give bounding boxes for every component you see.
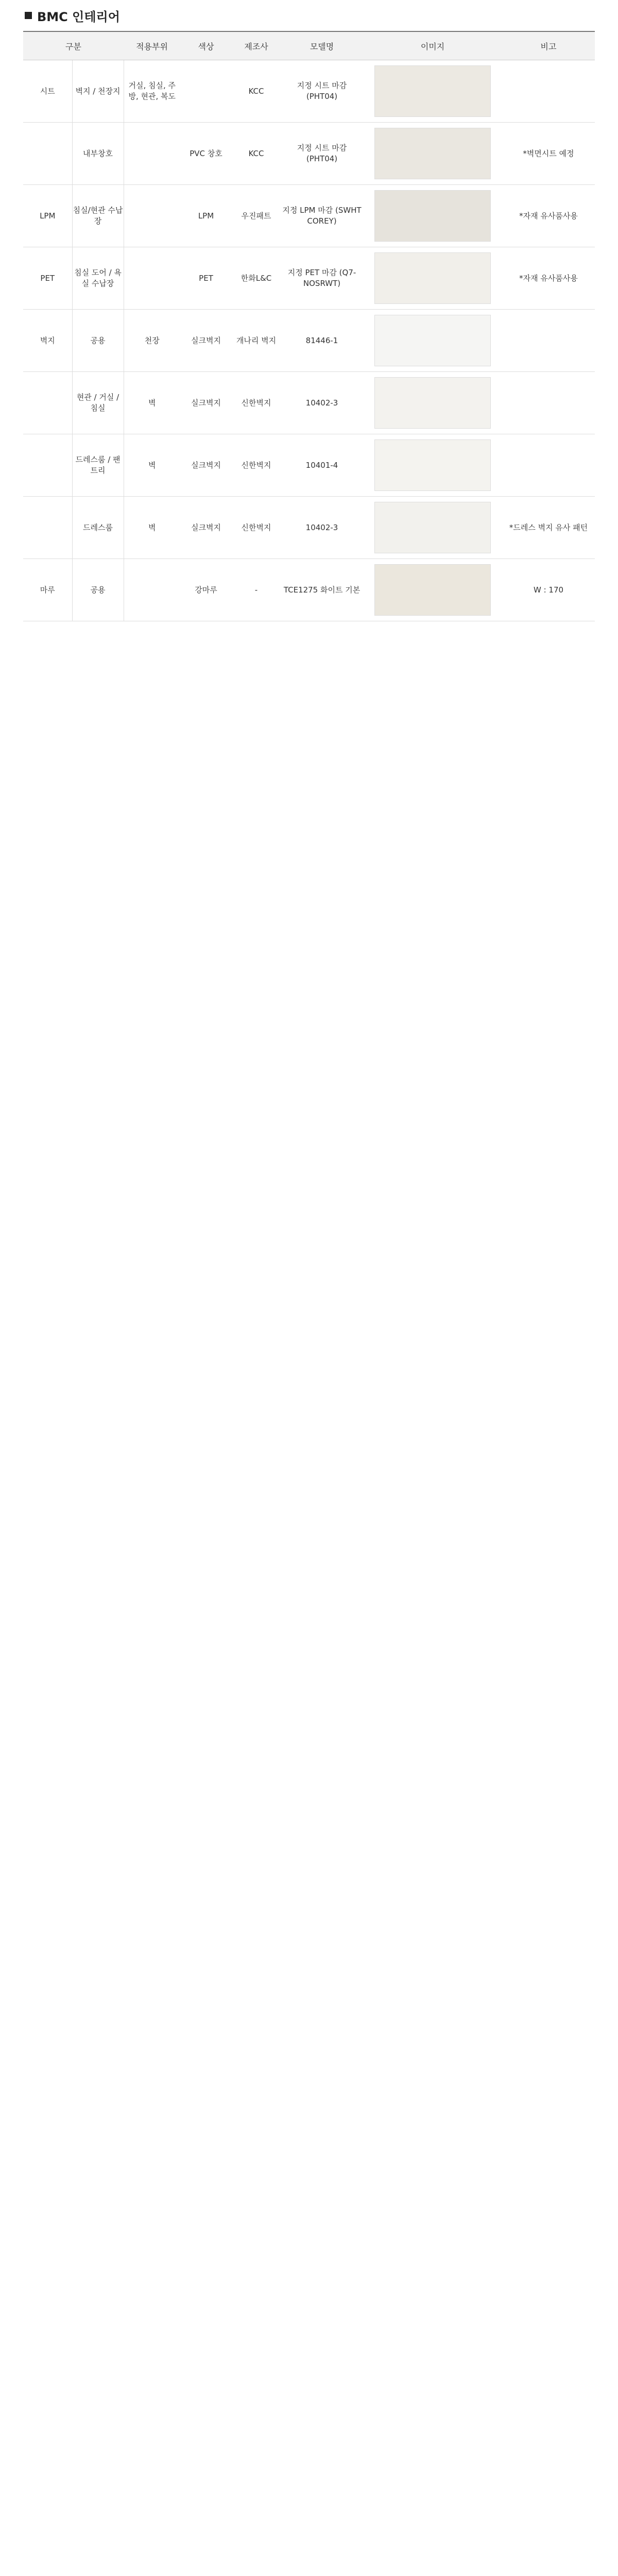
row-maker: KCC [232,123,281,185]
row-note [502,372,595,434]
row-location: 벽 [124,497,180,559]
row-model: 10401-4 [281,434,363,497]
row-group: 벽지 [23,310,72,372]
row-part: 침실/현관 수납장 [72,185,124,247]
row-location: 천장 [124,310,180,372]
table-header-row [23,31,595,60]
row-maker: 신한벽지 [232,497,281,559]
row-location [124,559,180,621]
material-swatch [374,377,491,429]
row-group [23,123,72,185]
row-part: 공용 [72,559,124,621]
row-group: 마루 [23,559,72,621]
row-finish: 강마루 [180,559,232,621]
row-note: *벽면시트 예정 [502,123,595,185]
row-model: 10402-3 [281,497,363,559]
row-location: 벽 [124,434,180,497]
material-swatch [374,564,491,616]
table-row [23,372,595,434]
row-finish: PET [180,247,232,310]
header-image: 이미지 [363,31,502,60]
table-row [23,497,595,559]
row-group: 시트 [23,60,72,123]
row-model: 지정 시트 마감 (PHT04) [281,60,363,123]
table-row [23,559,595,621]
row-image-cell [363,559,502,621]
header-finish: 색상 [180,31,232,60]
row-model: 지정 시트 마감 (PHT04) [281,123,363,185]
title-bullet-icon [25,12,32,19]
row-part: 현관 / 거실 / 침실 [72,372,124,434]
material-swatch [374,65,491,117]
header-location: 적용부위 [124,31,180,60]
table-row [23,60,595,123]
section-title-text: BMC 인테리어 [37,9,120,24]
header-note: 비고 [502,31,595,60]
row-maker: 한화L&C [232,247,281,310]
row-part: 침실 도어 / 욕실 수납장 [72,247,124,310]
row-location [124,247,180,310]
row-maker: 신한벽지 [232,372,281,434]
row-note [502,60,595,123]
section-title [0,0,618,31]
row-group [23,434,72,497]
row-image-cell [363,372,502,434]
row-image-cell [363,123,502,185]
row-group [23,372,72,434]
row-part: 드레스룸 [72,497,124,559]
row-location [124,185,180,247]
material-swatch [374,439,491,491]
row-location: 벽 [124,372,180,434]
row-image-cell [363,247,502,310]
row-part: 드레스룸 / 팬트리 [72,434,124,497]
table-row [23,123,595,185]
row-group: PET [23,247,72,310]
row-part: 공용 [72,310,124,372]
row-group [23,497,72,559]
row-part: 벽지 / 천장지 [72,60,124,123]
row-location [124,123,180,185]
spec-page [0,0,618,621]
row-model: TCE1275 화이트 기본 [281,559,363,621]
row-maker: 신한벽지 [232,434,281,497]
material-swatch [374,128,491,179]
header-category: 구분 [23,31,124,60]
row-maker: - [232,559,281,621]
row-maker: 우진패트 [232,185,281,247]
row-finish: 실크벽지 [180,497,232,559]
row-finish [180,60,232,123]
header-model: 모델명 [281,31,363,60]
row-note: *자재 유사품사용 [502,185,595,247]
row-note: *드레스 벽지 유사 패턴 [502,497,595,559]
material-spec-table [23,31,595,621]
row-group: LPM [23,185,72,247]
table-row [23,247,595,310]
row-image-cell [363,497,502,559]
table-row [23,434,595,497]
material-swatch [374,190,491,242]
row-finish: 실크벽지 [180,310,232,372]
row-location: 거실, 침실, 주방, 현관, 복도 [124,60,180,123]
row-note: *자재 유사품사용 [502,247,595,310]
row-image-cell [363,60,502,123]
row-image-cell [363,434,502,497]
row-note [502,310,595,372]
material-swatch [374,252,491,304]
row-model: 10402-3 [281,372,363,434]
row-model: 지정 PET 마감 (Q7-NOSRWT) [281,247,363,310]
row-finish: LPM [180,185,232,247]
material-swatch [374,315,491,366]
row-finish: 실크벽지 [180,372,232,434]
row-maker: KCC [232,60,281,123]
row-finish: PVC 창호 [180,123,232,185]
row-model: 81446-1 [281,310,363,372]
row-note: W : 170 [502,559,595,621]
row-maker: 개나리 벽지 [232,310,281,372]
row-finish: 실크벽지 [180,434,232,497]
table-row [23,185,595,247]
row-model: 지정 LPM 마감 (SWHT COREY) [281,185,363,247]
row-note [502,434,595,497]
table-row [23,310,595,372]
row-image-cell [363,185,502,247]
header-maker: 제조사 [232,31,281,60]
row-image-cell [363,310,502,372]
row-part: 내부창호 [72,123,124,185]
material-swatch [374,502,491,553]
